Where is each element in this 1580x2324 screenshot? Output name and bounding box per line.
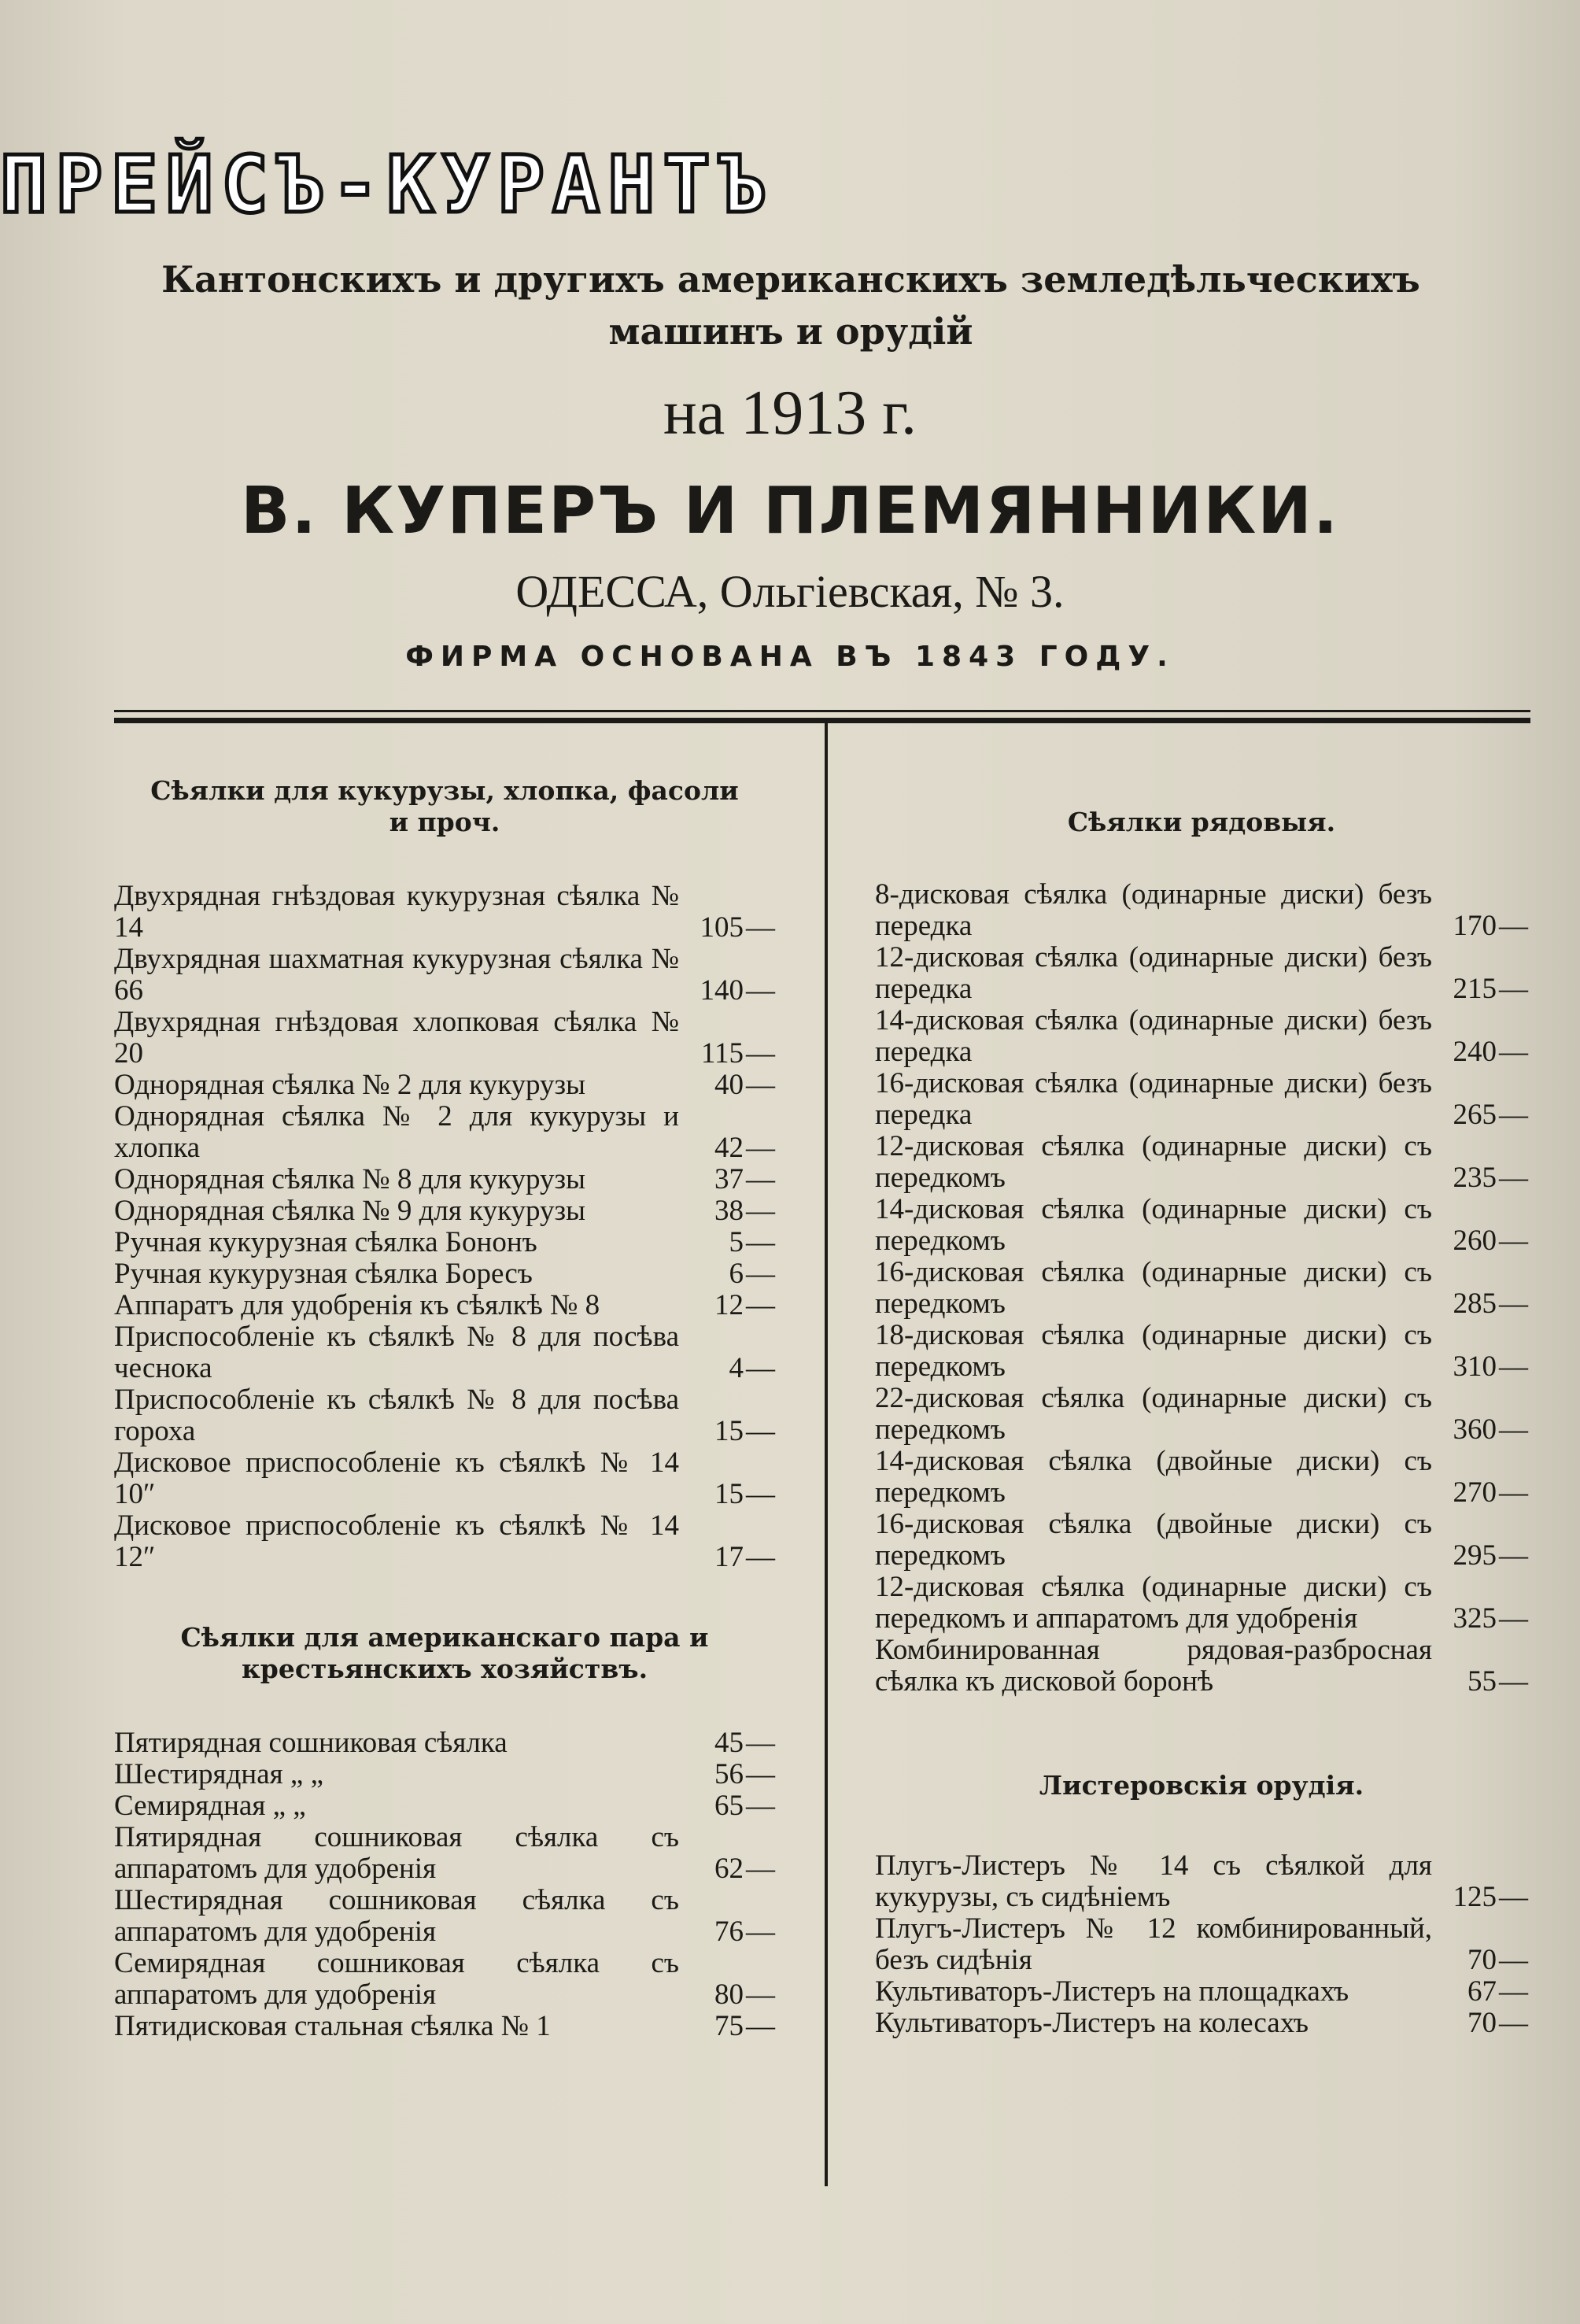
item-price [1440,1036,1528,1068]
price-dash: — [1499,1036,1528,1068]
item-price-value: 67 [1467,1975,1497,2008]
price-entry [114,1258,775,1290]
price-entry [114,1885,775,1948]
item-name: Пятирядная сошниковая сѣялка [114,1727,508,1759]
item-name: 8-дисковая сѣялка (одинарные диски) безъ передка [875,878,1432,942]
item-price-value: 140 [700,974,744,1007]
price-entry [875,1635,1528,1698]
price-dash: — [746,1352,775,1384]
item-name: Однорядная сѣялка № 2 для кукурузы [114,1069,586,1101]
price-dash: — [746,2010,775,2042]
price-dash: — [746,1132,775,1164]
item-price [687,1290,775,1321]
item-price [687,1132,775,1164]
document-subtitle: Кантонскихъ и другихъ американскихъ земледѣльческихъ машинъ и орудій [161,258,1420,353]
price-entry [875,1446,1528,1509]
item-name: 16-дисковая сѣялка (одинарные диски) безъ передка [875,1067,1432,1131]
price-entry [875,879,1528,942]
item-name: 12-дисковая сѣялка (одинарные диски) съ передкомъ и аппаратомъ для удобренія [875,1571,1432,1635]
item-price [687,1542,775,1573]
item-price [1440,1099,1528,1131]
item-price [687,1479,775,1510]
item-price [687,975,775,1007]
corn-seeders-list [114,881,775,1573]
item-price [1440,1477,1528,1509]
item-price [687,1227,775,1258]
price-entry [114,1759,775,1790]
price-dash: — [1499,2007,1528,2039]
price-dash: — [1499,1350,1528,1383]
item-price [1440,1976,1528,2008]
price-dash: — [746,1541,775,1573]
item-price [687,2011,775,2042]
price-entry [114,1447,775,1510]
item-price [1440,1540,1528,1572]
item-name: 18-дисковая сѣялка (одинарные диски) съ передкомъ [875,1319,1432,1383]
price-entry [114,1101,775,1164]
item-price-value: 235 [1453,1162,1497,1194]
item-name: Ручная кукурузная сѣялка Бононъ [114,1226,537,1258]
price-dash: — [746,1853,775,1885]
item-price [1440,1414,1528,1446]
lister-tools-list [875,1850,1528,2039]
item-price-value: 12 [714,1289,744,1321]
item-name: Двухрядная гнѣздовая хлопковая сѣялка № 20 [114,1006,679,1070]
company-name: В. КУПЕРЪ И ПЛЕМЯННИКИ. [240,474,1340,549]
price-dash: — [746,1790,775,1822]
item-price [1440,1666,1528,1698]
price-entry [875,1976,1528,2008]
price-dash: — [1499,1225,1528,1257]
price-dash: — [1499,973,1528,1005]
price-dash: — [746,974,775,1007]
price-entry [875,1257,1528,1320]
price-entry [114,1290,775,1321]
item-name: Дисковое приспособленіе къ сѣялкѣ № 14 12″ [114,1509,679,1573]
item-price-value: 6 [729,1258,744,1290]
item-name: 16-дисковая сѣялка (двойные диски) съ передкомъ [875,1508,1432,1572]
price-entry [875,1913,1528,1976]
section-title-corn-seeders: Сѣялки для кукурузы, хлопка, фасоли и проч. [150,775,739,837]
item-name: Комбинированная рядовая-разбросная сѣялка къ дисковой боронѣ [875,1634,1432,1698]
price-dash: — [1499,910,1528,942]
item-price-value: 15 [714,1478,744,1510]
price-dash: — [1499,1288,1528,1320]
item-price-value: 75 [714,2010,744,2042]
item-name: Двухрядная гнѣздовая кукурузная сѣялка № 14 [114,880,679,944]
price-entry [114,1007,775,1070]
item-price-value: 76 [714,1916,744,1948]
item-name: 16-дисковая сѣялка (одинарные диски) съ передкомъ [875,1256,1432,1320]
item-price [1440,1945,1528,1976]
item-name: 14-дисковая сѣялка (одинарные диски) съ передкомъ [875,1193,1432,1257]
price-dash: — [1499,1162,1528,1194]
item-name: Однорядная сѣялка № 8 для кукурузы [114,1163,586,1195]
item-name: Семирядная сошниковая сѣялка съ аппаратомъ для удобренія [114,1947,679,2011]
item-name: Культиваторъ-Листеръ на площадкахъ [875,1975,1349,2008]
item-name: Плугъ-Листеръ № 12 комбинированный, безъ сидѣнія [875,1912,1432,1976]
document-title: ПРЕЙСЪ-КУРАНТЪ [0,139,773,231]
item-price [687,1164,775,1195]
price-entry [114,1948,775,2011]
item-price-value: 42 [714,1132,744,1164]
price-entry [114,944,775,1007]
section-title-american-seeders: Сѣялки для американскаго пара и крестьянскихъ хозяйствъ. [180,1622,709,1684]
price-dash: — [1499,1099,1528,1131]
item-name: Аппаратъ для удобренія къ сѣялкѣ № 8 [114,1289,600,1321]
item-price-value: 70 [1467,2007,1497,2039]
item-price-value: 5 [729,1226,744,1258]
section-title-row-seeders: Сѣялки рядовыя. [1067,807,1336,837]
item-price-value: 38 [714,1195,744,1227]
item-price [687,912,775,944]
price-dash: — [1499,1539,1528,1572]
item-price [687,1070,775,1101]
price-dash: — [746,1916,775,1948]
item-price [687,1916,775,1948]
item-price-value: 17 [714,1541,744,1573]
american-seeders-list [114,1727,775,2042]
item-price-value: 70 [1467,1944,1497,1976]
section-title-lister-tools: Листеровскія орудія. [1039,1770,1364,1801]
item-name: Ручная кукурузная сѣялка Боресъ [114,1258,533,1290]
company-address: ОДЕССА, Ольгіевская, № 3. [515,566,1065,617]
price-entry [114,1227,775,1258]
price-entry [114,1822,775,1885]
item-price-value: 4 [729,1352,744,1384]
item-price-value: 310 [1453,1350,1497,1383]
item-price-value: 115 [700,1037,744,1070]
price-entry [875,1131,1528,1194]
item-price-value: 56 [714,1758,744,1790]
price-dash: — [1499,1413,1528,1446]
item-name: Шестирядная сошниковая сѣялка съ аппаратомъ для удобренія [114,1884,679,1948]
price-dash: — [746,1979,775,2011]
item-name: Пятирядная сошниковая сѣялка съ аппаратомъ для удобренія [114,1821,679,1885]
item-name: Двухрядная шахматная кукурузная сѣялка № 66 [114,943,679,1007]
header-rule-thick [114,718,1530,723]
price-entry [114,2011,775,2042]
header-rule-thin [114,710,1530,712]
price-dash: — [746,1195,775,1227]
item-price [687,1979,775,2011]
item-price [687,1759,775,1790]
price-dash: — [746,1037,775,1070]
item-name: Плугъ-Листеръ № 14 съ сѣялкой для кукурузы, съ сидѣніемъ [875,1849,1432,1913]
item-name: Однорядная сѣялка № 2 для кукурузы и хлопка [114,1100,679,1164]
item-price [687,1416,775,1447]
price-entry [114,1164,775,1195]
price-dash: — [1499,1665,1528,1698]
item-price-value: 270 [1453,1476,1497,1509]
price-entry [114,1070,775,1101]
price-dash: — [746,1069,775,1101]
item-price [687,1727,775,1759]
price-dash: — [746,1289,775,1321]
price-dash: — [746,1258,775,1290]
price-entry [875,1383,1528,1446]
price-entry [875,1850,1528,1913]
item-price [1440,1225,1528,1257]
item-name: 14-дисковая сѣялка (одинарные диски) безъ передка [875,1004,1432,1068]
item-price [1440,1351,1528,1383]
item-price-value: 15 [714,1415,744,1447]
price-entry [875,1005,1528,1068]
price-entry [875,1509,1528,1572]
item-price-value: 265 [1453,1099,1497,1131]
item-price-value: 215 [1453,973,1497,1005]
price-dash: — [1499,1476,1528,1509]
item-price [1440,2008,1528,2039]
price-entry [875,1194,1528,1257]
price-dash: — [1499,1975,1528,2008]
item-price-value: 37 [714,1163,744,1195]
item-price [1440,974,1528,1005]
item-price [687,1790,775,1822]
price-dash: — [1499,1602,1528,1635]
item-price [1440,1162,1528,1194]
item-price-value: 285 [1453,1288,1497,1320]
price-entry [114,1510,775,1573]
item-price-value: 105 [700,911,744,944]
item-price-value: 45 [714,1727,744,1759]
item-name: Культиваторъ-Листеръ на колесахъ [875,2007,1309,2039]
price-dash: — [746,1758,775,1790]
row-seeders-list [875,879,1528,1698]
item-name: 14-дисковая сѣялка (двойные диски) съ передкомъ [875,1445,1432,1509]
item-price [687,1195,775,1227]
price-dash: — [746,1478,775,1510]
item-name: Однорядная сѣялка № 9 для кукурузы [114,1195,586,1227]
item-price [687,1853,775,1885]
price-entry [114,881,775,944]
price-entry [875,2008,1528,2039]
item-price-value: 62 [714,1853,744,1885]
price-dash: — [1499,1944,1528,1976]
price-entry [875,1068,1528,1131]
price-entry [114,1727,775,1759]
item-price-value: 40 [714,1069,744,1101]
founded-line: ФИРМА ОСНОВАНА ВЪ 1843 ГОДУ. [405,641,1175,673]
price-entry [114,1195,775,1227]
item-name: Приспособленіе къ сѣялкѣ № 8 для посѣва чеснока [114,1321,679,1384]
item-price-value: 260 [1453,1225,1497,1257]
item-name: 22-дисковая сѣялка (одинарные диски) съ передкомъ [875,1382,1432,1446]
item-name: Семирядная „ „ [114,1790,306,1822]
item-name: Пятидисковая стальная сѣялка № 1 [114,2010,551,2042]
item-price-value: 65 [714,1790,744,1822]
right-column [875,775,1528,2039]
price-entry [114,1321,775,1384]
price-entry [875,1320,1528,1383]
item-price-value: 360 [1453,1413,1497,1446]
item-price-value: 125 [1453,1881,1497,1913]
price-dash: — [1499,1881,1528,1913]
item-price [1440,1882,1528,1913]
item-price [1440,1603,1528,1635]
item-name: Шестирядная „ „ [114,1758,323,1790]
item-price [1440,1288,1528,1320]
price-entry [114,1790,775,1822]
price-dash: — [746,1163,775,1195]
column-divider [825,722,828,2186]
item-price-value: 170 [1453,910,1497,942]
price-dash: — [746,1727,775,1759]
item-price-value: 295 [1453,1539,1497,1572]
item-price [687,1038,775,1070]
price-dash: — [746,1226,775,1258]
price-entry [875,1572,1528,1635]
item-name: Приспособленіе къ сѣялкѣ № 8 для посѣва гороха [114,1384,679,1447]
item-price [687,1353,775,1384]
price-entry [114,1384,775,1447]
item-price [687,1258,775,1290]
document-year: на 1913 г. [663,379,917,448]
item-price-value: 240 [1453,1036,1497,1068]
price-dash: — [746,1415,775,1447]
left-column [114,775,775,2042]
item-name: Дисковое приспособленіе къ сѣялкѣ № 14 10″ [114,1446,679,1510]
item-price-value: 80 [714,1979,744,2011]
item-name: 12-дисковая сѣялка (одинарные диски) съ передкомъ [875,1130,1432,1194]
price-entry [875,942,1528,1005]
item-price [1440,911,1528,942]
item-price-value: 325 [1453,1602,1497,1635]
item-name: 12-дисковая сѣялка (одинарные диски) безъ передка [875,941,1432,1005]
price-dash: — [746,911,775,944]
item-price-value: 55 [1467,1665,1497,1698]
